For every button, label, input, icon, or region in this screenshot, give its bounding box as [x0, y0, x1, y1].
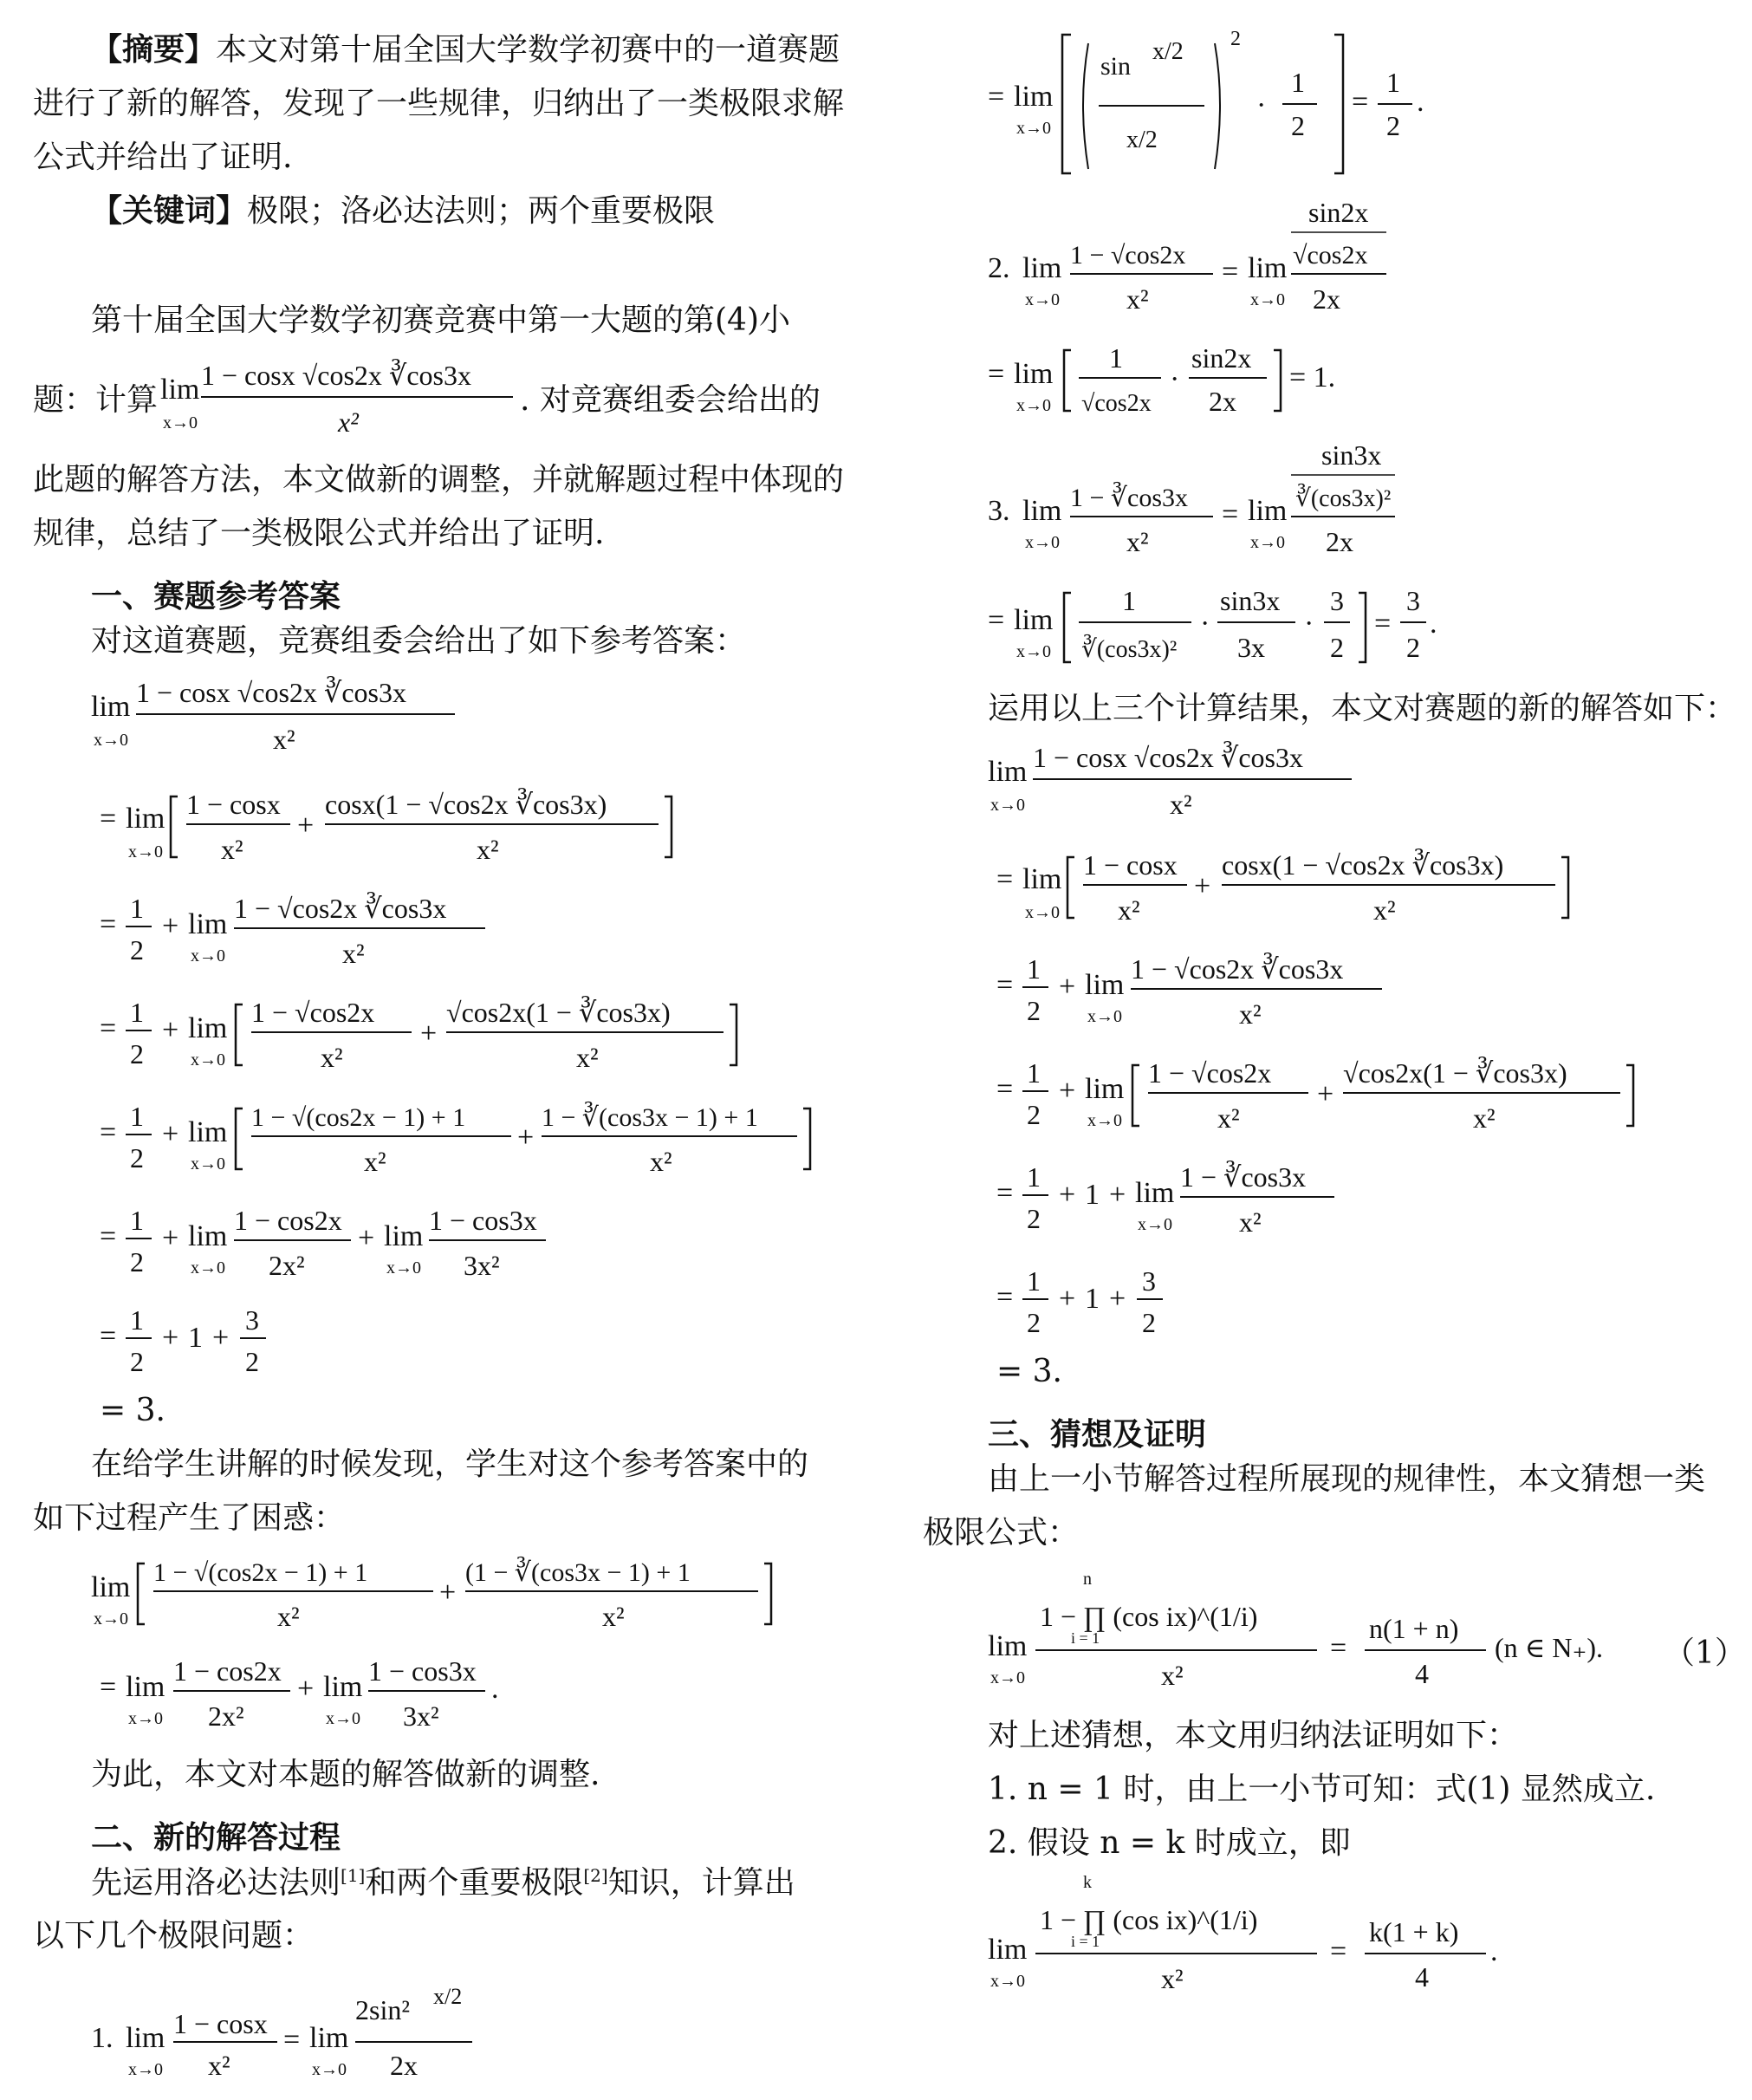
- svg-text:=: =: [283, 2024, 301, 2056]
- svg-text:2: 2: [1330, 632, 1344, 663]
- section1-title: 一、赛题参考答案: [91, 579, 341, 614]
- svg-text:2: 2: [130, 1246, 144, 1278]
- section2-lead-1b: 和两个重要极限: [365, 1865, 584, 1901]
- svg-text:1: 1: [1085, 1179, 1100, 1211]
- svg-text:=: =: [100, 803, 117, 835]
- svg-text:x²: x²: [576, 1042, 599, 1073]
- svg-text:x²: x²: [602, 1601, 625, 1632]
- new-answer-step-1: [988, 845, 1577, 932]
- svg-text:x→0: x→0: [1025, 903, 1060, 922]
- svg-text:.: .: [491, 1673, 499, 1705]
- svg-text:lim: lim: [188, 1220, 228, 1252]
- induction-step-2: 2. 假设 n = k 时成立，即: [988, 1825, 1351, 1861]
- citation-1[interactable]: [1]: [341, 1865, 366, 1886]
- svg-text:√cos2x(1 − ∛cos3x): √cos2x(1 − ∛cos3x): [1343, 1057, 1567, 1089]
- svg-text:1: 1: [1027, 1265, 1041, 1297]
- svg-text:2: 2: [1027, 995, 1041, 1026]
- svg-text:lim: lim: [188, 1116, 228, 1148]
- svg-text:lim: lim: [1085, 969, 1125, 1001]
- svg-text:lim: lim: [160, 374, 200, 406]
- svg-text:lim: lim: [126, 803, 165, 835]
- ref-answer-step-5: [91, 1200, 576, 1287]
- svg-text:x/2: x/2: [1152, 38, 1184, 65]
- svg-text:lim: lim: [91, 1571, 131, 1603]
- formula-1: [988, 1569, 1612, 1699]
- svg-text:x→0: x→0: [990, 796, 1025, 815]
- svg-text:.: .: [1490, 1935, 1498, 1967]
- svg-text:x→0: x→0: [94, 1609, 128, 1629]
- svg-text:x→0: x→0: [1087, 1111, 1122, 1130]
- svg-text:i = 1: i = 1: [1071, 1933, 1100, 1950]
- svg-text:1: 1: [1386, 67, 1400, 98]
- svg-text:=: =: [988, 358, 1005, 390]
- svg-text:2x: 2x: [1209, 386, 1236, 417]
- svg-text:1 − ∛(cos3x − 1) + 1: 1 − ∛(cos3x − 1) + 1: [542, 1103, 758, 1132]
- section2-title: 二、新的解答过程: [91, 1820, 341, 1856]
- svg-text:x/2: x/2: [1126, 127, 1158, 153]
- svg-text:2: 2: [130, 1346, 144, 1377]
- svg-text:lim: lim: [1014, 81, 1054, 113]
- svg-text:(n ∈ N₊).: (n ∈ N₊).: [1495, 1632, 1603, 1663]
- svg-text:(1 − ∛(cos3x − 1) + 1: (1 − ∛(cos3x − 1) + 1: [465, 1558, 691, 1587]
- svg-text:i = 1: i = 1: [1071, 1629, 1100, 1647]
- svg-text:x²: x²: [273, 724, 295, 755]
- svg-text:x²: x²: [1473, 1102, 1496, 1134]
- confusion-line-2: 如下过程产生了困惑：: [33, 1500, 346, 1536]
- abstract-text-1: 本文对第十届全国大学数学初赛中的一道赛题: [216, 32, 840, 68]
- svg-text:x→0: x→0: [1025, 533, 1060, 552]
- intro-limit-formula: [156, 357, 520, 439]
- section2-summary: 运用以上三个计算结果，本文对赛题的新的解答如下：: [988, 691, 1737, 726]
- confusion-line-1: 在给学生讲解的时候发现，学生对这个参考答案中的: [91, 1447, 809, 1482]
- svg-text:2sin²: 2sin²: [355, 1994, 410, 2025]
- svg-text:+: +: [1317, 1078, 1334, 1110]
- citation-2[interactable]: [2]: [583, 1865, 608, 1886]
- svg-text:sin2x: sin2x: [1308, 197, 1369, 228]
- svg-text:=: =: [996, 1177, 1014, 1209]
- intro-line-1: 第十届全国大学数学初赛竞赛中第一大题的第(4)小: [91, 302, 790, 338]
- svg-text:∛(cos3x)²: ∛(cos3x)²: [1295, 485, 1392, 512]
- svg-text:=: =: [1352, 86, 1369, 118]
- svg-text:cosx(1 − √cos2x ∛cos3x): cosx(1 − √cos2x ∛cos3x): [325, 789, 607, 820]
- ref-answer-result: = 3.: [100, 1393, 165, 1428]
- svg-text:x²: x²: [208, 2050, 230, 2081]
- svg-text:1 − cosx √cos2x ∛cos3x: 1 − cosx √cos2x ∛cos3x: [1033, 742, 1303, 773]
- svg-text:1 − √cos2x: 1 − √cos2x: [1148, 1057, 1272, 1089]
- svg-text:.: .: [1417, 86, 1424, 118]
- svg-text:2x: 2x: [390, 2050, 418, 2081]
- svg-text:2x²: 2x²: [208, 1700, 244, 1732]
- svg-text:=: =: [1222, 498, 1239, 530]
- section2-lead-1: [91, 1867, 795, 1899]
- svg-text:lim: lim: [1248, 495, 1288, 527]
- svg-text:x²: x²: [1126, 526, 1149, 557]
- section2-lead-1a: 先运用洛必达法则: [91, 1865, 341, 1901]
- svg-text:x²: x²: [321, 1042, 343, 1073]
- svg-text:=: =: [100, 1320, 117, 1352]
- svg-text:3: 3: [1406, 585, 1420, 616]
- svg-text:=: =: [988, 81, 1005, 113]
- svg-text:lim: lim: [91, 691, 131, 723]
- svg-text:=: =: [1330, 1632, 1347, 1664]
- svg-text:lim: lim: [188, 1012, 228, 1044]
- svg-text:lim: lim: [1135, 1177, 1175, 1209]
- svg-text:1 − √(cos2x − 1) + 1: 1 − √(cos2x − 1) + 1: [153, 1558, 368, 1587]
- svg-text:x→0: x→0: [128, 2060, 163, 2079]
- intro-line-2-suffix: . 对竞赛组委会给出的: [520, 382, 821, 418]
- abstract-line-2: 进行了新的解答，发现了一些规律，归纳出了一类极限求解: [33, 86, 845, 121]
- svg-text:x→0: x→0: [128, 1709, 163, 1728]
- svg-text:=: =: [100, 1012, 117, 1044]
- intro-line-3: 此题的解答方法，本文做新的调整，并就解题过程中体现的: [33, 462, 845, 497]
- keywords-line: [91, 193, 716, 229]
- svg-text:=: =: [100, 1220, 117, 1252]
- keywords-label: 【关键词】: [91, 193, 248, 229]
- svg-text:1: 1: [1291, 67, 1305, 98]
- svg-text:1: 1: [188, 1322, 203, 1354]
- problem-3-line-2: [988, 581, 1438, 676]
- svg-text:+: +: [1059, 971, 1076, 1003]
- svg-text:=: =: [996, 1281, 1014, 1313]
- svg-text:x²: x²: [342, 938, 365, 969]
- induction-step-1: 1. n = 1 时，由上一小节可知：式(1) 显然成立.: [988, 1772, 1656, 1807]
- svg-text:sin2x: sin2x: [1191, 342, 1252, 374]
- svg-text:1: 1: [1027, 1057, 1041, 1089]
- svg-text:1 − ∏ (cos ix)^(1/i): 1 − ∏ (cos ix)^(1/i): [1040, 1601, 1258, 1632]
- intro-line-2-prefix: 题：计算: [33, 382, 159, 418]
- svg-text:lim: lim: [323, 1671, 363, 1703]
- ref-answer-step-4: [91, 1096, 836, 1183]
- svg-text:x→0: x→0: [326, 1709, 360, 1728]
- svg-text:3: 3: [1142, 1265, 1156, 1297]
- svg-text:2x²: 2x²: [269, 1250, 305, 1281]
- svg-text:=: =: [100, 1671, 117, 1703]
- svg-text:x→0: x→0: [1087, 1007, 1122, 1026]
- svg-text:2: 2: [1386, 110, 1400, 141]
- problem-2-line-2: [988, 338, 1352, 425]
- svg-text:1: 1: [130, 1101, 144, 1132]
- svg-text:·: ·: [1200, 608, 1210, 640]
- svg-text:3x²: 3x²: [464, 1250, 500, 1281]
- svg-text:x²: x²: [650, 1146, 672, 1177]
- svg-text:lim: lim: [988, 1934, 1028, 1966]
- svg-text:1: 1: [1027, 1161, 1041, 1193]
- svg-text:x→0: x→0: [1025, 290, 1060, 309]
- section2-lead-2: 以下几个极限问题：: [33, 1918, 315, 1954]
- svg-text:= 1.: = 1.: [1289, 361, 1336, 393]
- svg-text:+: +: [1109, 1283, 1126, 1315]
- new-answer-result: = 3.: [996, 1354, 1062, 1389]
- svg-text:lim: lim: [188, 908, 228, 940]
- svg-text:x²: x²: [1373, 894, 1396, 926]
- svg-text:x²: x²: [1170, 789, 1192, 820]
- section3-lead-2: 极限公式：: [923, 1515, 1080, 1551]
- svg-text:x²: x²: [1118, 894, 1140, 926]
- svg-text:x²: x²: [1161, 1660, 1184, 1691]
- svg-text:.: .: [1430, 608, 1437, 640]
- svg-text:1: 1: [1109, 342, 1123, 374]
- abstract-label: 【摘要】: [91, 32, 217, 68]
- svg-text:1 − √cos2x ∛cos3x: 1 − √cos2x ∛cos3x: [1131, 953, 1344, 985]
- svg-text:lim: lim: [126, 1671, 165, 1703]
- svg-text:+: +: [1059, 1075, 1076, 1107]
- svg-text:1 − ∏ (cos ix)^(1/i): 1 − ∏ (cos ix)^(1/i): [1040, 1904, 1258, 1935]
- svg-text:sin: sin: [1100, 52, 1132, 81]
- svg-text:4: 4: [1415, 1961, 1429, 1993]
- svg-text:sin3x: sin3x: [1220, 585, 1281, 616]
- svg-text:1 − cosx: 1 − cosx: [1083, 849, 1178, 881]
- confusing-step-1: [91, 1551, 784, 1638]
- svg-text:x→0: x→0: [1016, 642, 1051, 661]
- svg-text:x²: x²: [1239, 998, 1262, 1030]
- svg-text:∛(cos3x)²: ∛(cos3x)²: [1081, 636, 1178, 663]
- svg-text:lim: lim: [384, 1220, 424, 1252]
- svg-text:n: n: [1083, 1570, 1092, 1589]
- svg-text:4: 4: [1415, 1658, 1429, 1689]
- svg-text:x²: x²: [1239, 1206, 1262, 1238]
- svg-text:x→0: x→0: [1250, 533, 1285, 552]
- svg-text:=: =: [996, 863, 1014, 895]
- svg-text:1 − cos3x: 1 − cos3x: [368, 1655, 477, 1687]
- svg-text:1 − cosx: 1 − cosx: [186, 789, 281, 820]
- svg-text:+: +: [297, 809, 315, 842]
- new-answer-step-5: [988, 1261, 1213, 1348]
- svg-text:2.: 2.: [988, 252, 1010, 284]
- svg-text:x→0: x→0: [191, 946, 225, 965]
- svg-text:lim: lim: [988, 1630, 1028, 1662]
- problem-1-line-2: [988, 9, 1456, 182]
- svg-text:x²: x²: [1161, 1963, 1184, 1994]
- svg-text:=: =: [100, 1116, 117, 1148]
- problem-1-line-1: [91, 1985, 490, 2089]
- svg-text:1 − √cos2x ∛cos3x: 1 − √cos2x ∛cos3x: [234, 893, 447, 924]
- svg-text:3.: 3.: [988, 495, 1010, 527]
- svg-text:+: +: [162, 910, 179, 942]
- svg-text:+: +: [162, 1222, 179, 1254]
- section3-lead-1: 由上一小节解答过程所展现的规律性，本文猜想一类: [988, 1461, 1706, 1497]
- svg-text:=: =: [996, 1073, 1014, 1105]
- svg-text:2: 2: [1230, 28, 1241, 50]
- svg-text:√cos2x: √cos2x: [1293, 241, 1368, 270]
- svg-text:lim: lim: [1014, 604, 1054, 636]
- svg-text:+: +: [1194, 870, 1211, 902]
- formula-1-number: （1）: [1664, 1635, 1746, 1671]
- svg-text:sin3x: sin3x: [1321, 439, 1382, 471]
- ref-answer-step-0: [91, 676, 472, 758]
- svg-text:3x: 3x: [1237, 632, 1265, 663]
- svg-text:x→0: x→0: [386, 1258, 421, 1278]
- svg-text:x²: x²: [364, 1146, 386, 1177]
- svg-text:lim: lim: [309, 2022, 349, 2054]
- svg-text:n(1 + n): n(1 + n): [1369, 1613, 1459, 1644]
- svg-text:x→0: x→0: [128, 842, 163, 861]
- svg-text:+: +: [358, 1222, 375, 1254]
- svg-text:lim: lim: [1085, 1073, 1125, 1105]
- svg-text:+: +: [439, 1577, 457, 1609]
- svg-text:1: 1: [1085, 1283, 1100, 1315]
- svg-text:x→0: x→0: [990, 1668, 1025, 1687]
- svg-text:x→0: x→0: [1016, 119, 1051, 138]
- svg-text:·: ·: [1170, 363, 1180, 395]
- svg-text:=: =: [1374, 608, 1392, 640]
- svg-text:1 − √(cos2x − 1) + 1: 1 − √(cos2x − 1) + 1: [251, 1103, 466, 1132]
- abstract-line-3: 公式并给出了证明.: [33, 140, 293, 175]
- svg-text:+: +: [162, 1118, 179, 1150]
- svg-text:+: +: [420, 1017, 438, 1050]
- svg-text:x→0: x→0: [191, 1258, 225, 1278]
- svg-text:+: +: [162, 1014, 179, 1046]
- svg-text:=: =: [1222, 256, 1239, 288]
- svg-text:+: +: [212, 1322, 230, 1354]
- svg-text:x²: x²: [477, 834, 499, 865]
- svg-text:2: 2: [130, 1142, 144, 1174]
- svg-text:2: 2: [1142, 1307, 1156, 1338]
- svg-text:x²: x²: [1126, 283, 1149, 315]
- svg-text:=: =: [100, 908, 117, 940]
- svg-text:lim: lim: [1248, 252, 1288, 284]
- svg-text:x→0: x→0: [191, 1050, 225, 1070]
- svg-text:x/2: x/2: [433, 1984, 463, 2009]
- abstract-line-1: [91, 32, 840, 68]
- svg-text:1: 1: [130, 1304, 144, 1336]
- svg-text:2: 2: [245, 1346, 259, 1377]
- svg-text:1 − cosx √cos2x ∛cos3x: 1 − cosx √cos2x ∛cos3x: [201, 360, 471, 391]
- problem-2-line-1: [988, 191, 1386, 321]
- svg-text:+: +: [1109, 1179, 1126, 1211]
- svg-text:2: 2: [1027, 1099, 1041, 1130]
- svg-text:·: ·: [1304, 608, 1314, 640]
- svg-text:x→0: x→0: [990, 1972, 1025, 1991]
- svg-text:1: 1: [1122, 585, 1136, 616]
- svg-text:1 − cosx √cos2x ∛cos3x: 1 − cosx √cos2x ∛cos3x: [136, 677, 406, 708]
- ref-answer-step-6: [91, 1300, 316, 1387]
- intro-line-4: 规律，总结了一类极限公式并给出了证明.: [33, 516, 605, 551]
- svg-text:=: =: [996, 969, 1014, 1001]
- svg-text:x→0: x→0: [1138, 1215, 1172, 1234]
- adjust-line: 为此，本文对本题的解答做新的调整.: [91, 1757, 600, 1792]
- svg-text:lim: lim: [988, 756, 1028, 788]
- svg-text:1 − √cos2x: 1 − √cos2x: [1070, 241, 1186, 270]
- svg-text:2x: 2x: [1326, 526, 1353, 557]
- svg-text:x→0: x→0: [1016, 396, 1051, 415]
- svg-text:k(1 + k): k(1 + k): [1369, 1916, 1459, 1947]
- svg-text:1 − cos3x: 1 − cos3x: [429, 1205, 537, 1236]
- svg-text:1 − ∛cos3x: 1 − ∛cos3x: [1070, 484, 1189, 512]
- ref-answer-step-3: [91, 992, 749, 1079]
- svg-text:·: ·: [1256, 89, 1267, 121]
- svg-text:3: 3: [245, 1304, 259, 1336]
- problem-3-line-1: [988, 433, 1404, 563]
- section2-lead-1c: 知识，计算出: [607, 1865, 795, 1901]
- svg-text:x→0: x→0: [163, 413, 198, 432]
- svg-text:1.: 1.: [91, 2022, 114, 2054]
- svg-text:1 − cosx: 1 − cosx: [173, 2008, 268, 2039]
- svg-text:lim: lim: [1022, 252, 1062, 284]
- svg-text:√cos2x(1 − ∛cos3x): √cos2x(1 − ∛cos3x): [446, 997, 671, 1028]
- svg-text:=: =: [1330, 1935, 1347, 1967]
- svg-text:cosx(1 − √cos2x ∛cos3x): cosx(1 − √cos2x ∛cos3x): [1222, 849, 1504, 881]
- svg-text:1 − cos2x: 1 − cos2x: [173, 1655, 282, 1687]
- svg-text:+: +: [1059, 1179, 1076, 1211]
- svg-text:2: 2: [1027, 1307, 1041, 1338]
- keywords-text: 极限；洛必达法则；两个重要极限: [247, 193, 716, 229]
- svg-text:x²: x²: [277, 1601, 300, 1632]
- svg-text:2: 2: [130, 1038, 144, 1070]
- confusing-step-2: [91, 1651, 542, 1738]
- svg-text:1 − √cos2x: 1 − √cos2x: [251, 997, 375, 1028]
- svg-text:1 − ∛cos3x: 1 − ∛cos3x: [1180, 1161, 1307, 1193]
- svg-text:lim: lim: [1014, 358, 1054, 390]
- svg-text:x²: x²: [1217, 1102, 1240, 1134]
- svg-text:x²: x²: [338, 406, 359, 438]
- svg-text:lim: lim: [1022, 495, 1062, 527]
- svg-text:2: 2: [1291, 110, 1305, 141]
- svg-text:2: 2: [130, 934, 144, 965]
- svg-text:+: +: [297, 1673, 315, 1705]
- svg-text:lim: lim: [1022, 863, 1062, 895]
- svg-text:k: k: [1083, 1873, 1092, 1892]
- svg-text:2x: 2x: [1313, 283, 1340, 315]
- svg-text:1 − cos2x: 1 − cos2x: [234, 1205, 342, 1236]
- svg-text:+: +: [517, 1122, 535, 1154]
- induction-lead: 对上述猜想，本文用归纳法证明如下：: [988, 1718, 1519, 1753]
- svg-text:1: 1: [130, 997, 144, 1028]
- ref-answer-step-1: [91, 784, 680, 871]
- svg-text:2: 2: [1027, 1203, 1041, 1234]
- svg-text:√cos2x: √cos2x: [1081, 390, 1152, 417]
- ref-answer-step-2: [91, 888, 542, 975]
- svg-text:x→0: x→0: [191, 1154, 225, 1174]
- svg-text:1: 1: [1027, 953, 1041, 985]
- svg-text:x→0: x→0: [1250, 290, 1285, 309]
- svg-text:1: 1: [130, 893, 144, 924]
- svg-text:+: +: [1059, 1283, 1076, 1315]
- new-answer-step-4: [988, 1157, 1386, 1244]
- svg-text:+: +: [162, 1322, 179, 1354]
- formula-hypothesis: [988, 1872, 1508, 2002]
- svg-text:x→0: x→0: [94, 731, 128, 750]
- svg-text:lim: lim: [126, 2022, 165, 2054]
- section3-title: 三、猜想及证明: [988, 1417, 1207, 1453]
- svg-text:x²: x²: [221, 834, 243, 865]
- svg-text:3x²: 3x²: [403, 1700, 439, 1732]
- svg-text:3: 3: [1330, 585, 1344, 616]
- svg-text:x→0: x→0: [312, 2060, 347, 2079]
- new-answer-step-0: [988, 741, 1369, 823]
- new-answer-step-3: [988, 1053, 1646, 1140]
- svg-text:1: 1: [130, 1205, 144, 1236]
- section1-lead: 对这道赛题，竞赛组委会给出了如下参考答案：: [91, 623, 747, 659]
- svg-text:2: 2: [1406, 632, 1420, 663]
- svg-text:=: =: [988, 604, 1005, 636]
- new-answer-step-2: [988, 949, 1438, 1036]
